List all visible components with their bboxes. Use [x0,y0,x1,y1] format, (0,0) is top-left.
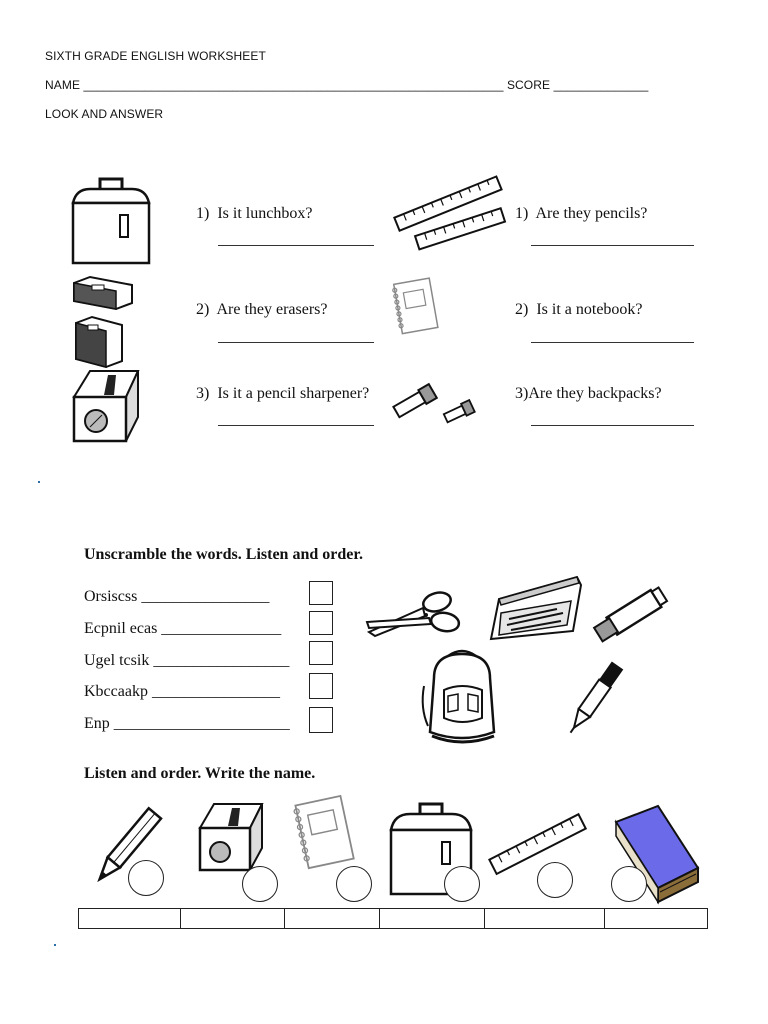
answer-line-right-3[interactable] [531,425,694,426]
question-left-3: 3) Is it a pencil sharpener? [196,385,370,402]
glue-sticks-icon [390,375,480,427]
listen-order-title: Listen and order. Write the name. [84,765,316,782]
order-box-1[interactable] [309,581,333,605]
pen-icon [566,655,626,741]
scrambled-word-1: Orsiscss ________________ [84,588,270,605]
lunchbox-icon [70,175,152,267]
scrambled-word-2: Ecpnil ecas _______________ [84,620,282,637]
order-box-2[interactable] [309,611,333,635]
look-and-answer-instruction: LOOK AND ANSWER [45,107,164,121]
answer-cell-2[interactable] [181,909,285,928]
notebook-icon-2 [292,794,358,874]
answer-line-left-2[interactable] [218,342,374,343]
pencil-sharpener-icon [70,367,142,443]
order-circle-2[interactable] [242,866,278,902]
name-blank[interactable]: ______________________________________________________________ [83,78,504,92]
erasers-icon [70,273,138,365]
order-box-5[interactable] [309,707,333,733]
question-left-1: 1) Is it lunchbox? [196,205,313,222]
stray-dot-2 [54,944,56,946]
notebook-icon [390,277,440,337]
score-label: SCORE [506,78,551,92]
order-box-3[interactable] [309,641,333,665]
answer-line-right-2[interactable] [531,342,694,343]
scrambled-word-5: Enp ______________________ [84,715,290,732]
backpack-icon [418,648,504,744]
question-left-2: 2) Are they erasers? [196,301,328,318]
question-right-1: 1) Are they pencils? [515,205,648,222]
order-circle-3[interactable] [336,866,372,902]
order-circle-1[interactable] [128,860,164,896]
stray-dot [38,481,40,483]
rulers-icon [390,176,510,254]
answer-line-left-1[interactable] [218,245,374,246]
answer-cell-6[interactable] [605,909,707,928]
answer-cell-4[interactable] [380,909,485,928]
answer-cell-3[interactable] [285,909,380,928]
name-row [45,78,648,92]
answer-cell-1[interactable] [79,909,181,928]
question-right-2: 2) Is it a notebook? [515,301,643,318]
order-circle-4[interactable] [444,866,480,902]
order-box-4[interactable] [309,673,333,699]
score-blank[interactable]: ______________ [553,78,649,92]
order-circle-6[interactable] [611,866,647,902]
ruler-icon [486,812,590,878]
scrambled-word-3: Ugel tcsik _________________ [84,652,290,669]
pencil-sharpener-icon [196,800,266,872]
glue-stick-icon [591,584,679,642]
unscramble-title: Unscramble the words. Listen and order. [84,546,363,563]
answer-table [78,908,708,929]
answer-line-left-3[interactable] [218,425,374,426]
answer-line-right-1[interactable] [531,245,694,246]
scrambled-word-4: Kbccaakp ________________ [84,683,280,700]
order-circle-5[interactable] [537,862,573,898]
worksheet-title: SIXTH GRADE ENGLISH WORKSHEET [45,49,266,63]
scissors-icon [363,588,467,646]
name-label: NAME [45,78,81,92]
question-right-3: 3)Are they backpacks? [515,385,662,402]
pencil-case-icon [487,573,583,645]
answer-cell-5[interactable] [485,909,605,928]
